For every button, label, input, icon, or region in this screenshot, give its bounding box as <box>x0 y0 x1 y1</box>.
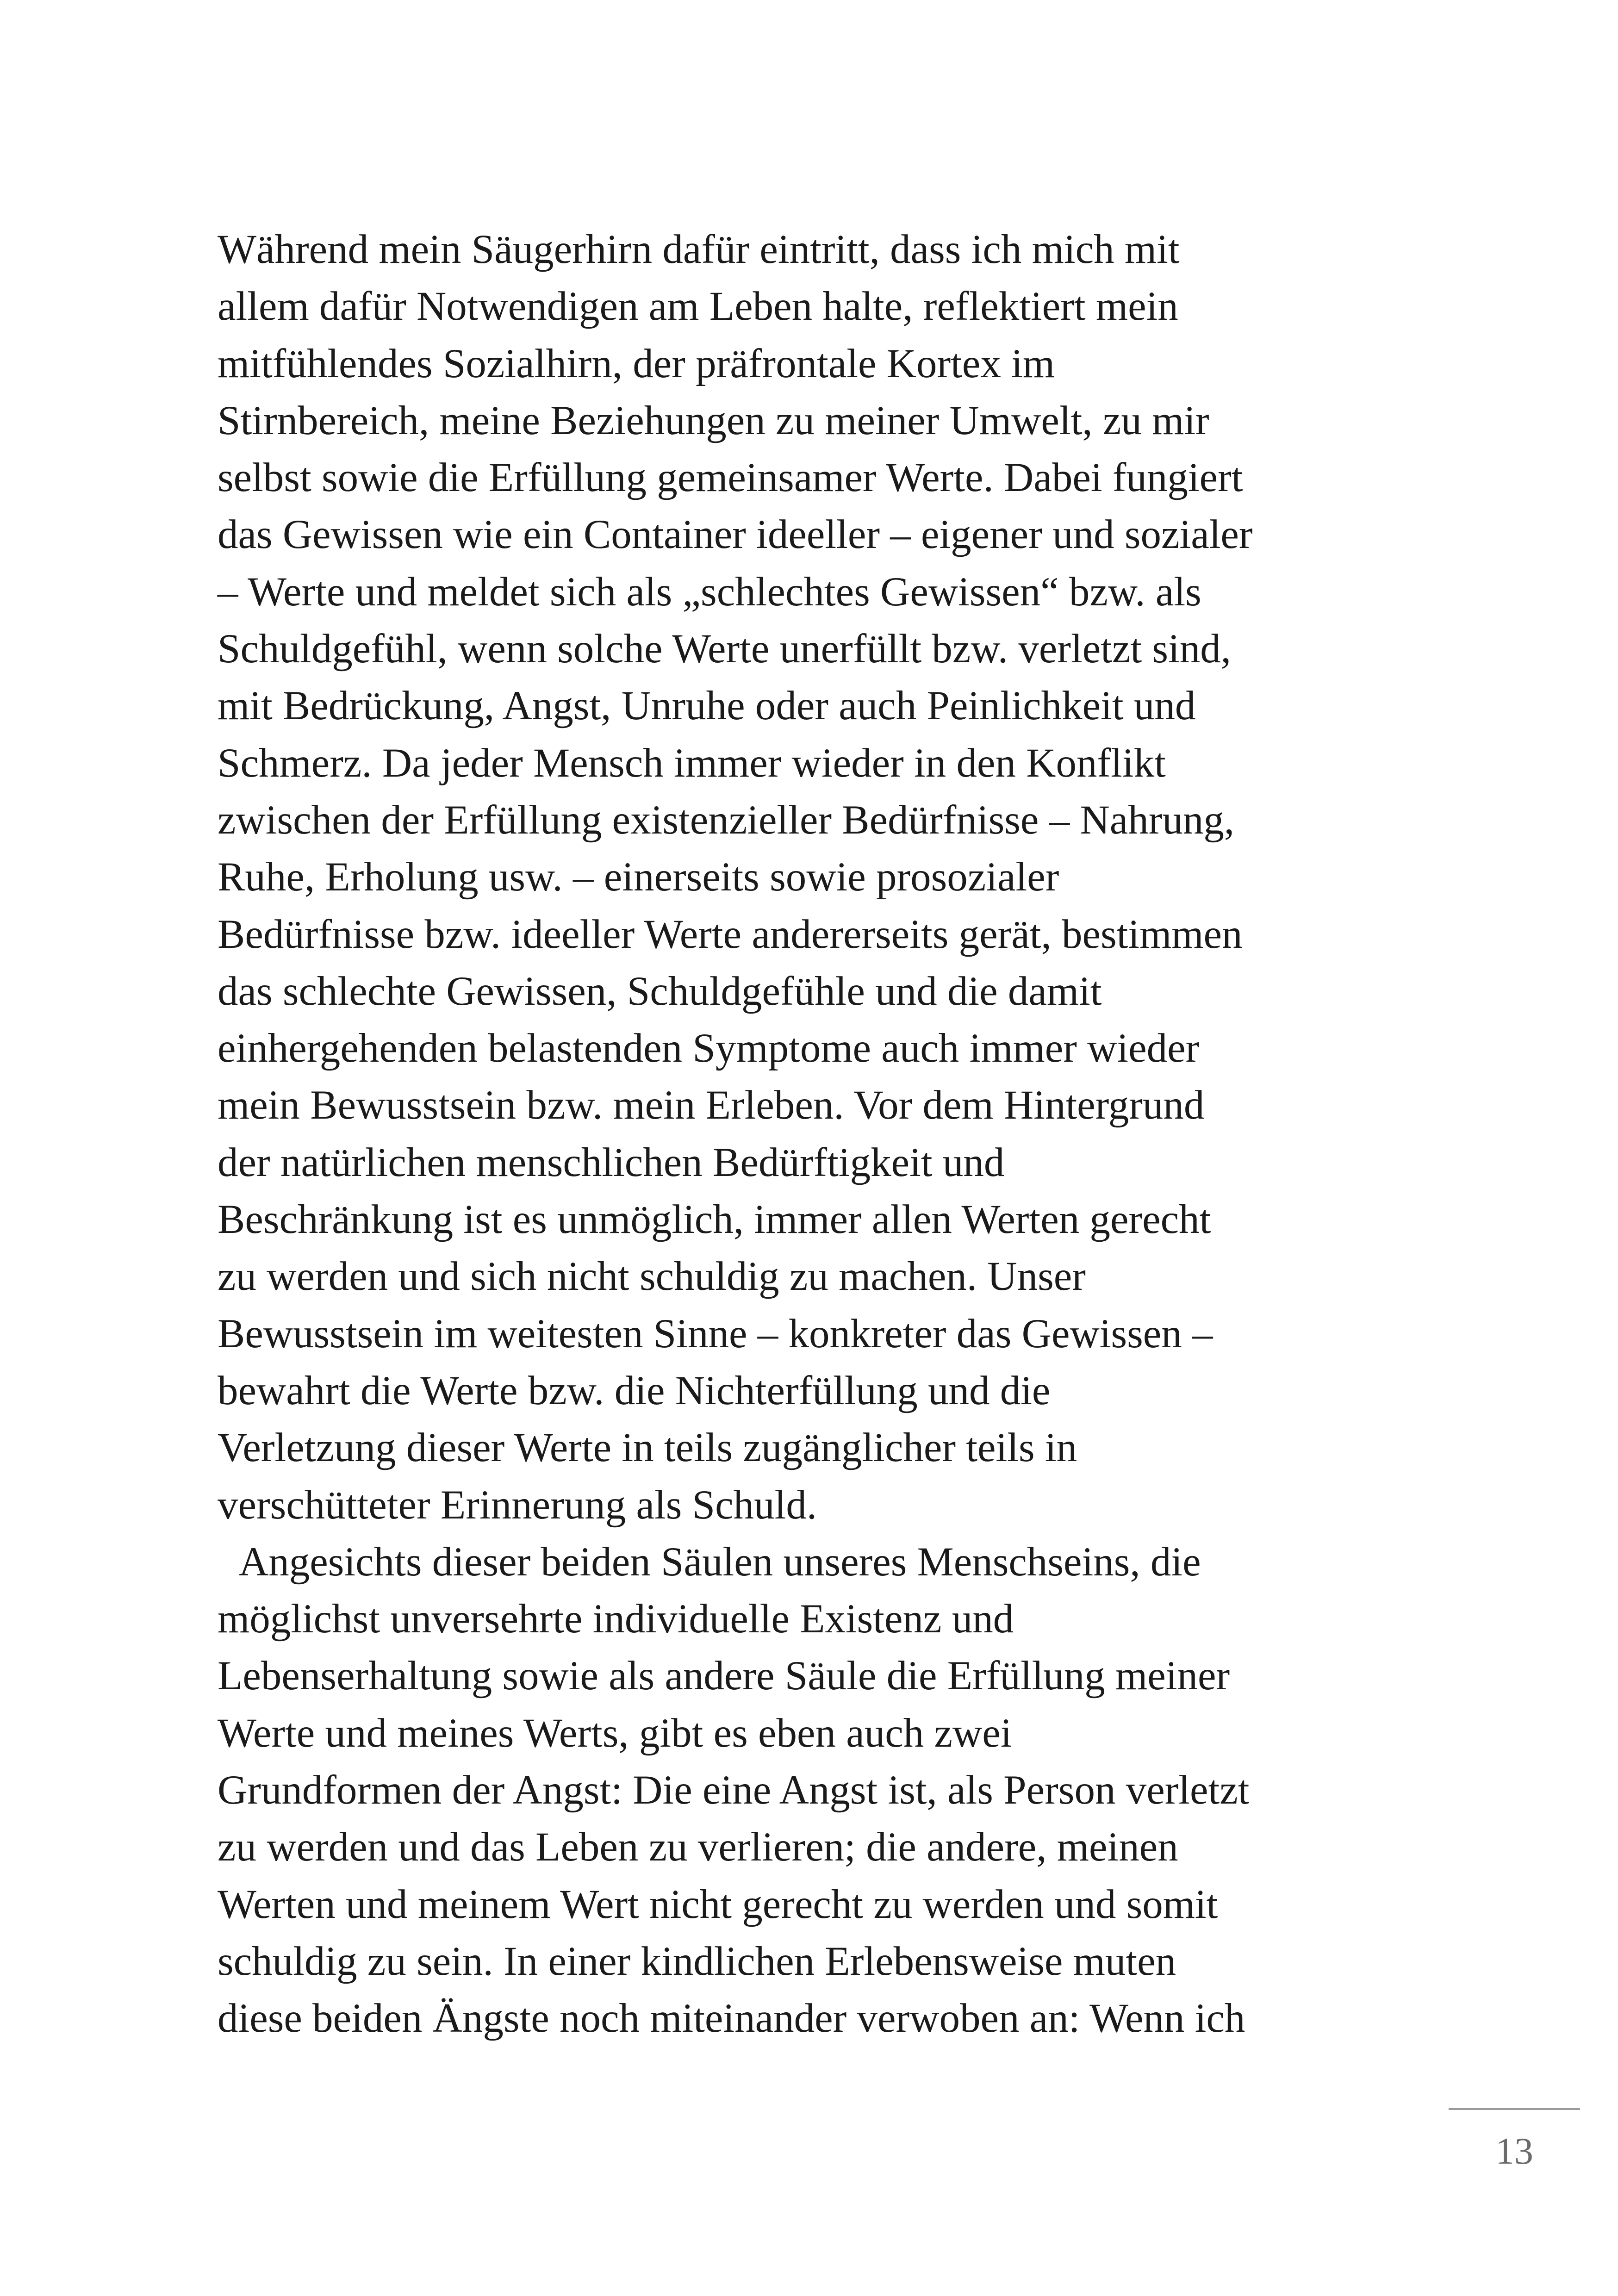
text-line: mitfühlendes Sozialhirn, der präfrontale Kortex im <box>218 341 1055 386</box>
text-line: zwischen der Erfüllung existenzieller Bedürfnisse – Nahrung, <box>218 797 1235 843</box>
text-line: das Gewissen wie ein Container ideeller – eigener und sozialer <box>218 512 1253 558</box>
text-line: schuldig zu sein. In einer kindlichen Erlebensweise muten <box>218 1938 1176 1984</box>
text-line: Bedürfnisse bzw. ideeller Werte andererseits gerät, bestimmen <box>218 911 1243 957</box>
text-line: diese beiden Ängste noch miteinander verwoben an: Wenn ich <box>218 1996 1245 2041</box>
text-line: Grundformen der Angst: Die eine Angst ist, als Person verletzt <box>218 1767 1250 1813</box>
text-line: Während mein Säugerhirn dafür eintritt, dass ich mich mit <box>218 227 1180 272</box>
text-line: Angesichts dieser beiden Säulen unseres Menschseins, die <box>239 1539 1201 1585</box>
text-line: mein Bewusstsein bzw. mein Erleben. Vor dem Hintergrund <box>218 1083 1205 1128</box>
text-line: Ruhe, Erholung usw. – einerseits sowie prosozialer <box>218 854 1059 900</box>
text-line: der natürlichen menschlichen Bedürftigkeit und <box>218 1139 1005 1185</box>
text-line: Verletzung dieser Werte in teils zugänglicher teils in <box>218 1425 1077 1471</box>
page-number: 13 <box>1495 2130 1533 2172</box>
text-line: Bewusstsein im weitesten Sinne – konkreter das Gewissen – <box>218 1311 1213 1356</box>
text-line: Schuldgefühl, wenn solche Werte unerfüllt bzw. verletzt sind, <box>218 626 1232 672</box>
text-line: Schmerz. Da jeder Mensch immer wieder in den Konflikt <box>218 740 1166 786</box>
text-line: zu werden und sich nicht schuldig zu machen. Unser <box>218 1254 1086 1300</box>
text-line: zu werden und das Leben zu verlieren; die andere, meinen <box>218 1824 1178 1870</box>
body-text <box>218 221 1421 2047</box>
paragraph <box>218 1534 1421 2047</box>
text-line: verschütteter Erinnerung als Schuld. <box>218 1482 817 1528</box>
text-line: Werte und meines Werts, gibt es eben auch zwei <box>218 1710 1012 1756</box>
text-line: einhergehenden belastenden Symptome auch immer wieder <box>218 1026 1200 1071</box>
text-line: Lebenserhaltung sowie als andere Säule die Erfüllung meiner <box>218 1653 1230 1699</box>
text-line: das schlechte Gewissen, Schuldgefühle und die damit <box>218 968 1102 1014</box>
text-line: möglichst unversehrte individuelle Existenz und <box>218 1596 1014 1642</box>
footer-rule <box>1449 2108 1580 2110</box>
text-line: mit Bedrückung, Angst, Unruhe oder auch Peinlichkeit und <box>218 683 1196 729</box>
text-line: selbst sowie die Erfüllung gemeinsamer Werte. Dabei fungiert <box>218 455 1243 501</box>
paragraph <box>218 221 1421 1534</box>
text-line: Werten und meinem Wert nicht gerecht zu werden und somit <box>218 1881 1218 1927</box>
text-line: allem dafür Notwendigen am Leben halte, reflektiert mein <box>218 284 1178 330</box>
text-line: Beschränkung ist es unmöglich, immer allen Werten gerecht <box>218 1197 1211 1243</box>
text-line: – Werte und meldet sich als „schlechtes Gewissen“ bzw. als <box>218 569 1201 615</box>
text-line: Stirnbereich, meine Beziehungen zu meiner Umwelt, zu mir <box>218 398 1209 443</box>
text-line: bewahrt die Werte bzw. die Nichterfüllung und die <box>218 1368 1051 1413</box>
